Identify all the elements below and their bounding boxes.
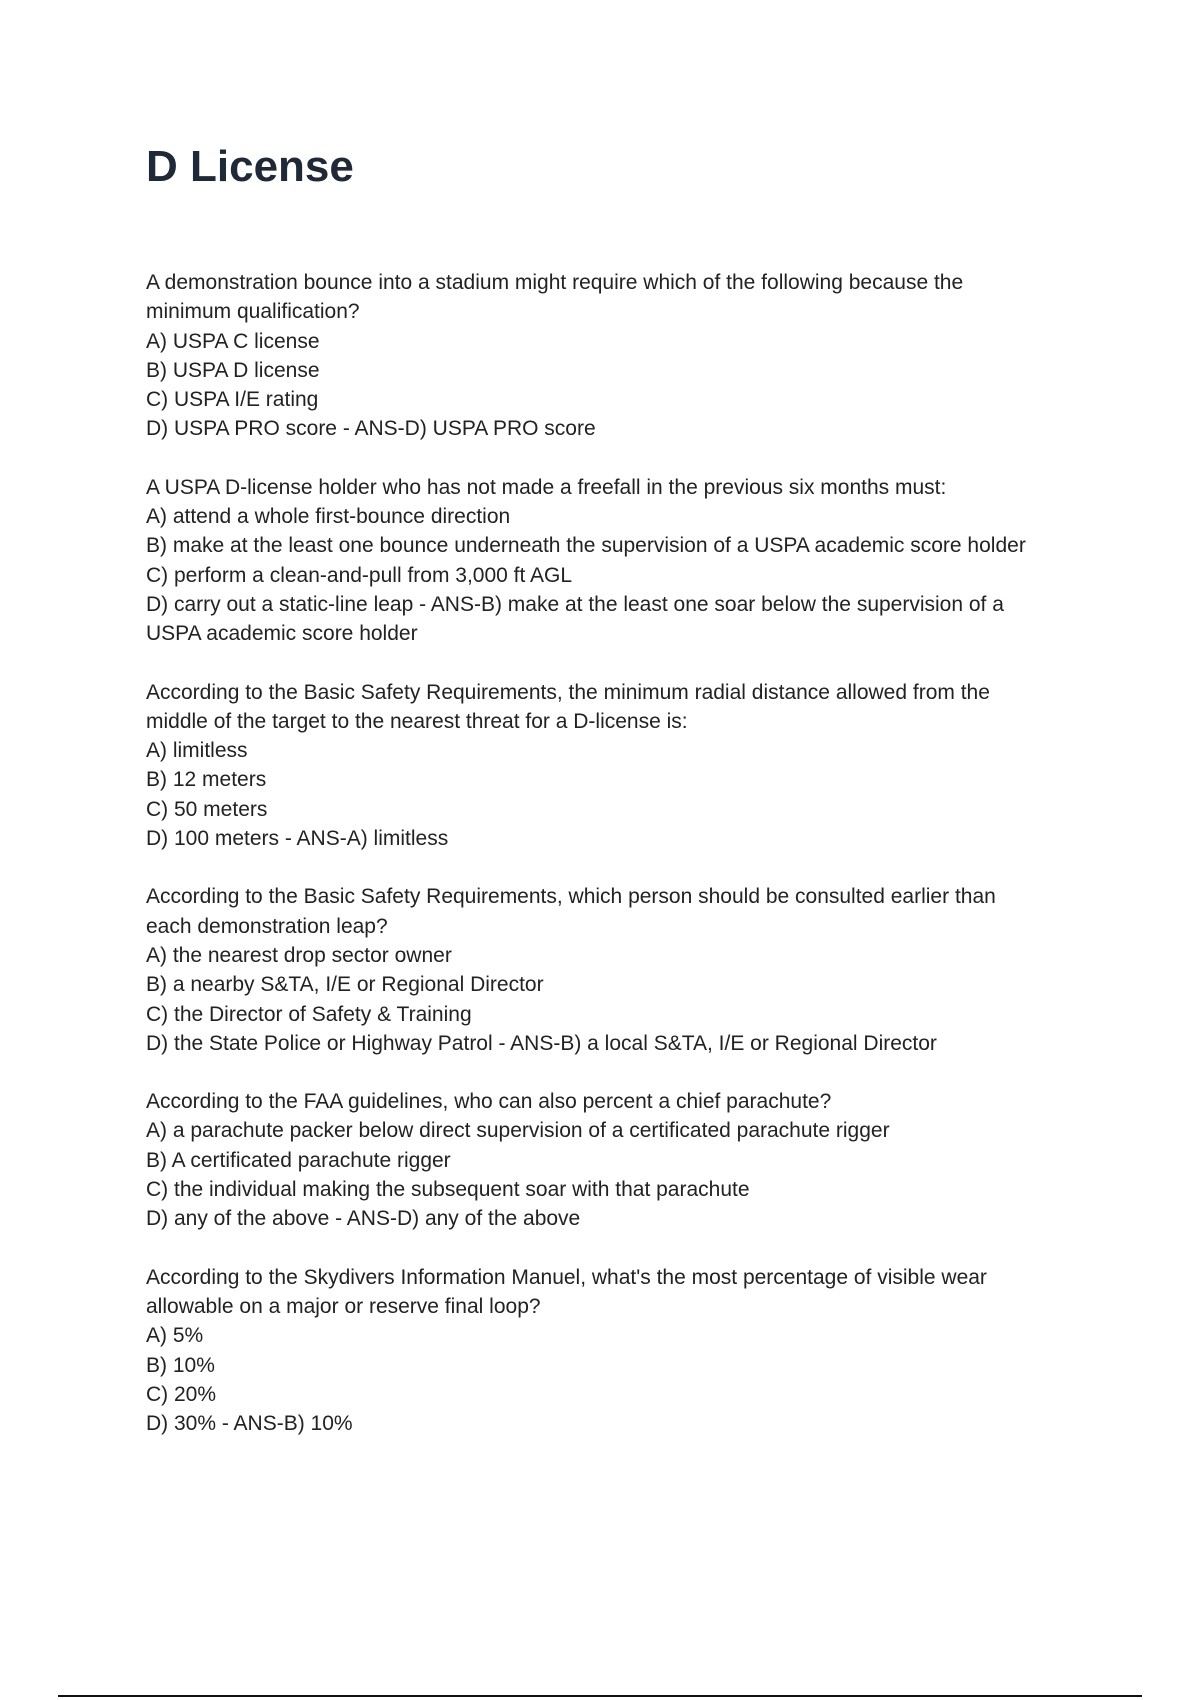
answer-option: B) a nearby S&TA, I/E or Regional Director [146,973,544,997]
question-block-5 [146,1087,1146,1233]
answer-option: D) 100 meters - ANS-A) limitless [146,827,449,851]
answer-option: USPA academic score holder [146,622,418,646]
question-block-6 [146,1263,1146,1439]
question-line: minimum qualification? [146,300,360,324]
answer-option: B) 12 meters [146,768,267,792]
answer-option: A) 5% [146,1324,204,1348]
question-list [146,268,1146,1467]
answer-option: A) a parachute packer below direct supervision of a certificated parachute rigger [146,1119,890,1143]
answer-option: C) the Director of Safety & Training [146,1002,472,1026]
question-block-1 [146,268,1146,444]
answer-option: B) USPA D license [146,358,320,382]
question-line: A demonstration bounce into a stadium might require which of the following because the [146,271,964,294]
question-line: According to the Basic Safety Requirements, which person should be consulted earlier than [146,885,996,909]
footer-divider [58,1695,1142,1697]
answer-option: C) USPA I/E rating [146,388,319,412]
answer-option: D) carry out a static-line leap - ANS-B) make at the least one soar below the supervision of a [146,592,1004,616]
answer-option: D) 30% - ANS-B) 10% [146,1412,353,1436]
answer-option: C) 20% [146,1382,217,1406]
document-title: D License [146,142,354,191]
question-block-2 [146,473,1146,649]
answer-option: D) the State Police or Highway Patrol - ANS-B) a local S&TA, I/E or Regional Director [146,1031,937,1055]
answer-option: A) attend a whole first-bounce direction [146,505,511,529]
answer-option: C) perform a clean-and-pull from 3,000 ft AGL [146,563,573,587]
answer-option: A) limitless [146,739,248,763]
question-line: A USPA D-license holder who has not made a freefall in the previous six months must: [146,475,947,499]
question-block-3 [146,678,1146,854]
question-line: According to the FAA guidelines, who can also percent a chief parachute? [146,1090,832,1114]
question-line: allowable on a major or reserve final loop? [146,1294,541,1318]
answer-option: B) make at the least one bounce underneath the supervision of a USPA academic score holder [146,534,1026,558]
answer-option: C) 50 meters [146,797,268,821]
answer-option: C) the individual making the subsequent soar with that parachute [146,1178,750,1202]
question-line: each demonstration leap? [146,914,388,938]
question-block-4 [146,882,1146,1058]
answer-option: B) A certificated parachute rigger [146,1148,451,1172]
answer-option: D) any of the above - ANS-D) any of the above [146,1207,581,1231]
question-line: According to the Skydivers Information Manuel, what's the most percentage of visible wear [146,1265,987,1289]
question-line: According to the Basic Safety Requirements, the minimum radial distance allowed from the [146,680,990,704]
answer-option: A) the nearest drop sector owner [146,943,452,967]
answer-option: A) USPA C license [146,329,320,353]
answer-option: B) 10% [146,1353,215,1377]
question-line: middle of the target to the nearest threat for a D-license is: [146,709,688,733]
answer-option: D) USPA PRO score - ANS-D) USPA PRO score [146,417,596,441]
